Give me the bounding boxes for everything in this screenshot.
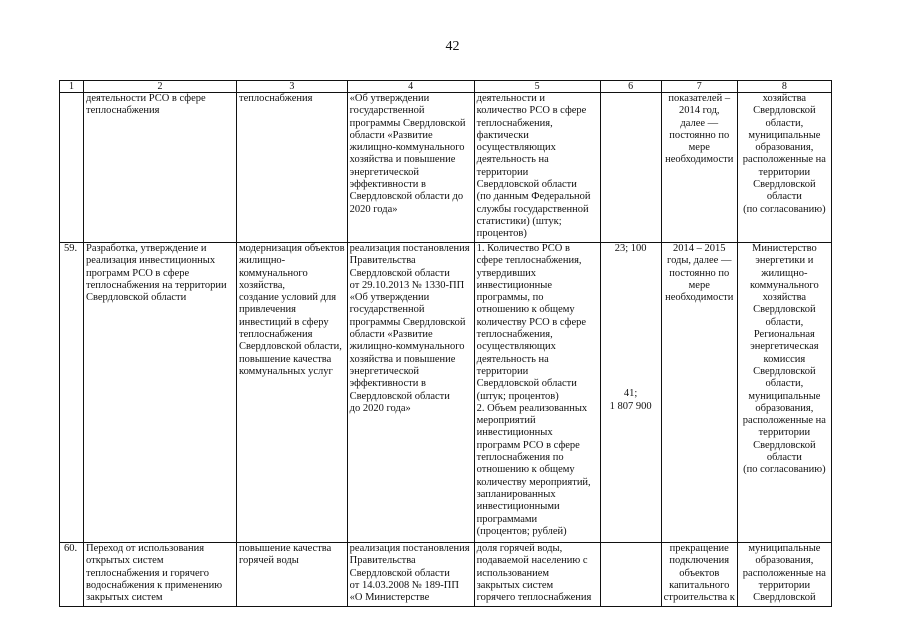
indicator-line: статистики) (штук; [476, 215, 562, 227]
indicator-line: утвердивших [476, 267, 537, 279]
responsible-line: Свердловской [753, 179, 816, 191]
row-number [60, 93, 84, 243]
mechanism-line: от 29.10.2013 № 1330-ПП [349, 279, 465, 291]
deadline-line: мере [688, 142, 710, 154]
goal-line: повышение качества [239, 543, 332, 554]
indicator-line: инвестиционные [476, 279, 553, 291]
responsible [737, 93, 831, 243]
responsible-line: Региональная [753, 329, 815, 341]
indicator-value-line: 23; 100 [614, 243, 647, 254]
indicator-line: отношению к общему [476, 464, 575, 476]
indicator-line: территории [476, 166, 529, 178]
deadline-line: необходимости [665, 292, 734, 304]
indicator-line: программ РСО в сфере [476, 439, 580, 451]
deadline-line: необходимости [665, 154, 734, 166]
mechanism-line: до 2020 года» [349, 402, 411, 414]
activity-name-line: теплоснабжения на территории [86, 279, 227, 291]
activity-name-line: теплоснабжения и горячего [86, 567, 209, 579]
column-header: 2 [84, 81, 237, 93]
table-row-60 [60, 543, 832, 607]
mechanism-line: от 14.03.2008 № 189-ПП [349, 579, 459, 591]
indicator-line: территории [476, 365, 529, 377]
activity-name-line: Переход от использования [86, 543, 205, 554]
responsible-line: области [766, 452, 802, 464]
mechanism-line: программы Свердловской [349, 117, 466, 129]
goal [237, 543, 348, 607]
indicator-line: (по данным Федеральной [476, 191, 591, 203]
activity-name-line: водоснабжения к применению [86, 579, 223, 591]
indicator-line: службы государственной [476, 203, 589, 215]
indicator-value-line: 1 807 900 [609, 400, 652, 412]
mechanism-line: «О Министерстве [349, 592, 430, 604]
goal-line: теплоснабжения [239, 329, 313, 341]
responsible-line: территории [758, 427, 811, 439]
goal [237, 243, 348, 543]
responsible [737, 243, 831, 543]
activity-name-line: реализация инвестиционных [86, 255, 216, 267]
indicator-line: фактически [476, 129, 529, 141]
indicator-line: инвестиционными [476, 501, 560, 513]
indicator-line: Свердловской области [476, 378, 577, 390]
responsible-line: жилищно- [761, 267, 808, 279]
indicator-line: количеству мероприятий, [476, 476, 591, 488]
goal-line: инвестиций в сферу [239, 316, 329, 328]
activity-name [84, 93, 237, 243]
responsible-line: (по согласованию) [743, 203, 826, 215]
mechanism [347, 93, 474, 243]
row-number: 60. [60, 543, 84, 607]
mechanism-line: области «Развитие [349, 129, 433, 141]
mechanism-line: Свердловской области [349, 567, 450, 579]
indicator-line: процентов) [476, 228, 527, 240]
indicator-line: 2. Объем реализованных [476, 402, 588, 414]
responsible-line: муниципальные [748, 129, 821, 141]
indicator-line: сфере теплоснабжения, [476, 255, 582, 267]
responsible-line: Свердловской [753, 365, 816, 377]
deadline-line: объектов [679, 567, 720, 579]
responsible-line: образования, [755, 142, 814, 154]
deadline [661, 243, 737, 543]
row-number: 59. [60, 243, 84, 543]
goal-line: привлечения [239, 304, 296, 316]
goal-line: Свердловской области, [239, 341, 342, 353]
responsible-line: области, [765, 316, 804, 328]
activity-name [84, 543, 237, 607]
deadline-line: 2014 – 2015 [673, 243, 726, 254]
mechanism-line: области «Развитие [349, 329, 433, 341]
indicator-line: инвестиционных [476, 427, 553, 439]
responsible-line: Министерство [752, 243, 817, 254]
responsible-line: Свердловской [753, 439, 816, 451]
indicator-line: (процентов; рублей) [476, 525, 567, 537]
goal-line: хозяйства, [239, 279, 286, 291]
activity-name [84, 243, 237, 543]
mechanism-line: жилищно-коммунального [349, 142, 465, 154]
responsible-line: (по согласованию) [743, 464, 826, 476]
indicator-value-2 [603, 388, 659, 413]
column-header: 8 [737, 81, 831, 93]
responsible-line: области [766, 191, 802, 203]
indicator-line: количеству РСО в сфере [476, 316, 587, 328]
goal-line: горячей воды [239, 555, 299, 567]
column-header: 5 [474, 81, 600, 93]
responsible-line: образования, [755, 402, 814, 414]
responsible-line: Свердловской [753, 304, 816, 316]
goal-line: создание условий для [239, 292, 337, 304]
responsible-line: хозяйства [762, 292, 807, 304]
mechanism-line: «Об утверждении [349, 292, 430, 304]
indicator [474, 243, 600, 543]
activity-name-line: открытых систем [86, 555, 164, 567]
goal-line: коммунальных услуг [239, 365, 333, 377]
deadline-line: капитального [669, 579, 730, 591]
indicator-values [600, 243, 661, 543]
activity-name-line: теплоснабжения [86, 105, 160, 117]
mechanism-line: государственной [349, 304, 425, 316]
deadline-line: 2014 год, [678, 105, 720, 117]
responsible [737, 543, 831, 607]
mechanism [347, 543, 474, 607]
responsible-line: расположенные на [742, 415, 826, 427]
indicator-line: отношению к общему [476, 304, 575, 316]
activity-name-line: программ РСО в сфере [86, 267, 190, 279]
mechanism-line: реализация постановления [349, 243, 470, 254]
deadline [661, 93, 737, 243]
activity-name-line: Разработка, утверждение и [86, 243, 207, 254]
responsible-line: Свердловской [753, 105, 816, 117]
column-header: 7 [661, 81, 737, 93]
responsible-line: комиссия [763, 353, 806, 365]
indicator-value-1 [603, 243, 659, 255]
mechanism-line: Свердловской области до [349, 191, 464, 203]
mechanism-line: государственной [349, 105, 425, 117]
indicator-line: теплоснабжения, [476, 117, 553, 129]
mechanism-line: Правительства [349, 555, 416, 567]
mechanism-line: 2020 года» [349, 203, 398, 215]
deadline-line: прекращение [669, 543, 729, 554]
mechanism-line: эффективности в [349, 378, 427, 390]
responsible-line: области, [765, 378, 804, 390]
indicator-line: закрытых систем [476, 579, 554, 591]
goal-line: теплоснабжения [239, 93, 313, 104]
indicator-line: доля горячей воды, [476, 543, 563, 554]
responsible-line: территории [758, 166, 811, 178]
activity-name-line: деятельности РСО в сфере [86, 93, 206, 104]
indicator-line: осуществляющих [476, 341, 556, 353]
indicator-line: деятельность на [476, 154, 549, 166]
mechanism-line: программы Свердловской [349, 316, 466, 328]
deadline-line: далее — [680, 117, 719, 129]
column-header: 3 [237, 81, 348, 93]
mechanism-line: Свердловской области [349, 390, 450, 402]
table-header-row [60, 81, 832, 93]
deadline-line: подключения [669, 555, 730, 567]
deadline-line: мере [688, 279, 710, 291]
table-row-59 [60, 243, 832, 543]
goal [237, 93, 348, 243]
goal-line: жилищно- [239, 255, 286, 267]
indicator-value-line: 41; [623, 388, 638, 400]
page-number: 42 [445, 39, 460, 54]
indicator-line: подаваемой населению с [476, 555, 588, 567]
column-header: 6 [600, 81, 661, 93]
indicator-line: количество РСО в сфере [476, 105, 587, 117]
indicator-line: теплоснабжения по [476, 452, 564, 464]
mechanism [347, 243, 474, 543]
indicator-values [600, 543, 661, 607]
responsible-line: образования, [755, 555, 814, 567]
mechanism-line: реализация постановления [349, 543, 470, 554]
responsible-line: муниципальные [748, 543, 821, 554]
indicator-line: деятельности и [476, 93, 545, 104]
column-header: 4 [347, 81, 474, 93]
responsible-line: Свердловской [753, 592, 816, 604]
deadline-line: строительства к [663, 592, 735, 604]
plan-table [59, 80, 832, 607]
responsible-line: расположенные на [742, 567, 826, 579]
goal-line: модернизация объектов [239, 243, 345, 254]
indicator-line: горячего теплоснабжения [476, 592, 592, 604]
responsible-line: энергетики и [755, 255, 814, 267]
mechanism-line: энергетической [349, 166, 420, 178]
indicator-line: (штук; процентов) [476, 390, 559, 402]
deadline [661, 543, 737, 607]
responsible-line: энергетическая [750, 341, 819, 353]
indicator-line: запланированных [476, 488, 556, 500]
table-row-continued [60, 93, 832, 243]
indicator-values [600, 93, 661, 243]
indicator-line: программами [476, 513, 538, 525]
mechanism-line: эффективности в [349, 179, 427, 191]
deadline-line: постоянно по [669, 267, 730, 279]
indicator-line: теплоснабжения, [476, 329, 553, 341]
mechanism-line: Свердловской области [349, 267, 450, 279]
indicator-line: деятельность на [476, 353, 549, 365]
responsible-line: расположенные на [742, 154, 826, 166]
indicator-line: осуществляющих [476, 142, 556, 154]
deadline-line: показателей – [668, 93, 731, 104]
activity-name-line: закрытых систем [86, 592, 163, 604]
activity-name-line: Свердловской области [86, 292, 187, 304]
indicator-line: программы, по [476, 292, 544, 304]
mechanism-line: жилищно-коммунального [349, 341, 465, 353]
column-header: 1 [60, 81, 84, 93]
deadline-line: годы, далее — [667, 255, 732, 267]
indicator-line: мероприятий [476, 415, 536, 427]
responsible-line: муниципальные [748, 390, 821, 402]
mechanism-line: хозяйства и повышение [349, 353, 456, 365]
responsible-line: области, [765, 117, 804, 129]
deadline-line: постоянно по [669, 129, 730, 141]
indicator-line: Свердловской области [476, 179, 577, 191]
indicator [474, 93, 600, 243]
mechanism-line: энергетической [349, 365, 420, 377]
indicator-line: 1. Количество РСО в [476, 243, 570, 254]
goal-line: коммунального [239, 267, 308, 279]
mechanism-line: «Об утверждении [349, 93, 430, 104]
indicator-line: использованием [476, 567, 550, 579]
indicator [474, 543, 600, 607]
responsible-line: хозяйства [762, 93, 807, 104]
goal-line: повышение качества [239, 353, 332, 365]
responsible-line: территории [758, 579, 811, 591]
responsible-line: коммунального [750, 279, 819, 291]
mechanism-line: хозяйства и повышение [349, 154, 456, 166]
mechanism-line: Правительства [349, 255, 416, 267]
